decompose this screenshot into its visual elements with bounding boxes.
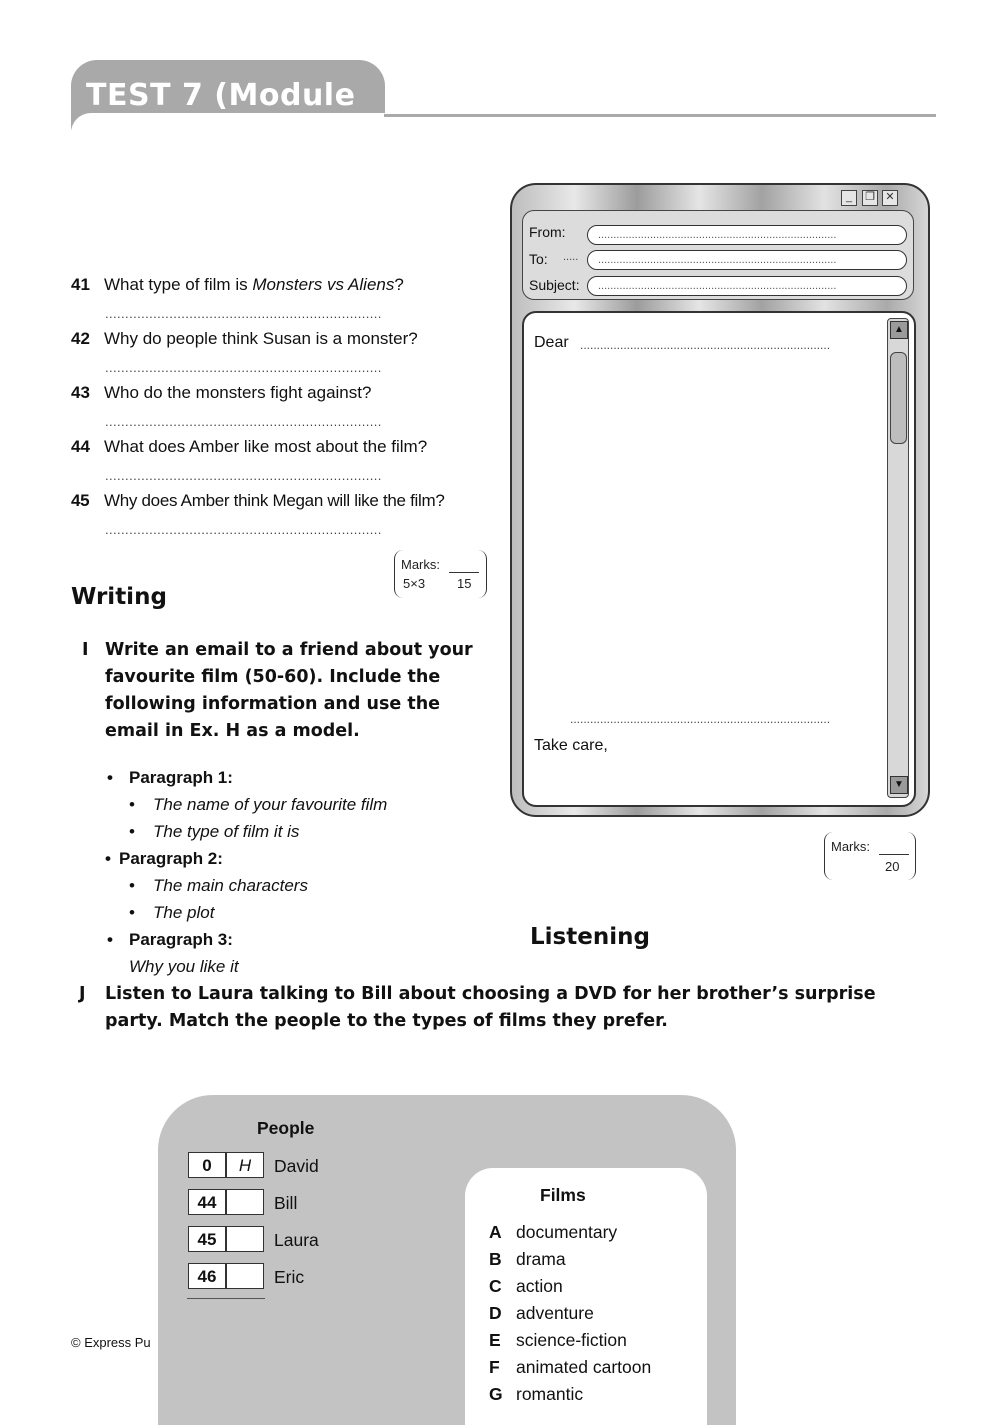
dear-name-line[interactable]: ........................................................................... [580, 338, 831, 352]
header-tab-curve [71, 113, 391, 133]
paragraph-1-label: Paragraph 1: [129, 768, 233, 787]
answer-line-41[interactable]: ..................................................................... [105, 306, 382, 321]
question-number: 44 [71, 437, 90, 456]
film-option [489, 1249, 566, 1270]
person-name: David [274, 1156, 319, 1176]
take-care-text: Take care, [534, 737, 608, 754]
to-field[interactable]: .............................................................................. [587, 250, 907, 270]
task-letter: J [79, 984, 86, 1004]
people-underline [187, 1298, 265, 1299]
answer-box[interactable] [226, 1189, 264, 1215]
film-name: adventure [516, 1303, 594, 1323]
closing-line[interactable]: .............................................................................. [570, 712, 831, 726]
film-letter: C [489, 1276, 502, 1296]
answer-box[interactable] [226, 1263, 264, 1289]
film-name: science-fiction [516, 1330, 627, 1350]
film-name: documentary [516, 1222, 618, 1242]
listening-heading: Listening [530, 924, 650, 950]
restore-icon[interactable]: ❐ [862, 190, 878, 206]
paragraph-2-item: The main characters [153, 876, 308, 895]
writing-heading: Writing [71, 584, 167, 610]
scroll-thumb[interactable] [890, 352, 907, 444]
marks-score-line[interactable] [449, 572, 479, 573]
film-option [489, 1384, 583, 1405]
film-name: action [516, 1276, 563, 1296]
page-title: TEST 7 (Module [86, 78, 356, 113]
marks-factor: 5×3 [403, 576, 426, 591]
minimize-icon[interactable]: _ [841, 190, 857, 206]
task-instruction: Write an email to a friend about your favourite film (50-60). Include the following information and use the email in Ex. H as a model. [105, 640, 473, 741]
person-name: Eric [274, 1267, 305, 1287]
paragraph-3-text: Why you like it [129, 957, 239, 976]
film-option [489, 1303, 594, 1324]
marks-label: Marks: [831, 839, 870, 854]
question-text: What does Amber like most about the film? [104, 437, 428, 456]
answer-box[interactable] [226, 1226, 264, 1252]
bullet: • [105, 849, 111, 868]
paragraph-2-label: Paragraph 2: [119, 849, 223, 868]
film-option [489, 1276, 563, 1297]
task-instruction: Listen to Laura talking to Bill about choosing a DVD for her brother’s surprise party. Match the people to the types of films they prefer. [105, 984, 876, 1031]
question-mark: ? [394, 275, 404, 294]
question-number: 41 [71, 275, 90, 294]
task-letter: I [82, 640, 89, 660]
marks-label: Marks: [401, 557, 440, 572]
answer-line-45[interactable]: ..................................................................... [105, 522, 382, 537]
film-option [489, 1330, 627, 1351]
film-letter: F [489, 1357, 500, 1377]
marks-box-writing [824, 832, 916, 880]
close-icon[interactable]: ✕ [882, 190, 898, 206]
people-number: 46 [188, 1263, 226, 1289]
film-title: Monsters vs Aliens [252, 275, 395, 294]
film-letter: A [489, 1222, 502, 1242]
copyright-text: © Express Pu [71, 1335, 151, 1350]
film-option [489, 1222, 617, 1243]
from-field[interactable]: .............................................................................. [587, 225, 907, 245]
from-label: From: [529, 224, 566, 240]
question-text: What type of film is [104, 275, 253, 294]
marks-score-line[interactable] [879, 854, 909, 855]
answer-line-44[interactable]: ..................................................................... [105, 468, 382, 483]
subject-field[interactable]: .............................................................................. [587, 276, 907, 296]
question-44 [71, 437, 427, 457]
film-letter: E [489, 1330, 501, 1350]
film-letter: G [489, 1384, 503, 1404]
question-43 [71, 383, 371, 403]
question-text: Why do people think Susan is a monster? [104, 329, 418, 348]
bullet: • [129, 903, 135, 922]
bullet: • [129, 876, 135, 895]
bullet: • [129, 795, 135, 814]
listening-task [79, 981, 919, 1035]
to-label: To: [529, 251, 548, 267]
people-number: 44 [188, 1189, 226, 1215]
answer-line-42[interactable]: ..................................................................... [105, 360, 382, 375]
marks-box-reading [394, 550, 487, 598]
bullet: • [129, 822, 135, 841]
people-number: 45 [188, 1226, 226, 1252]
question-number: 45 [71, 491, 90, 510]
people-number: 0 [188, 1152, 226, 1178]
film-name: romantic [516, 1384, 584, 1404]
question-number: 43 [71, 383, 90, 402]
paragraph-2-item: The plot [153, 903, 215, 922]
bullet: • [107, 930, 113, 949]
dear-text: Dear [534, 334, 569, 351]
to-lead-dots: ..... [563, 251, 579, 263]
writing-task [82, 637, 482, 745]
header-rule [384, 114, 936, 117]
scroll-down-icon[interactable]: ▼ [890, 776, 908, 794]
subject-label: Subject: [529, 277, 580, 293]
question-number: 42 [71, 329, 90, 348]
answer-box[interactable]: H [226, 1152, 264, 1178]
film-name: drama [516, 1249, 566, 1269]
person-name: Laura [274, 1230, 319, 1250]
answer-line-43[interactable]: ..................................................................... [105, 414, 382, 429]
film-option [489, 1357, 651, 1378]
question-45 [71, 491, 445, 511]
person-name: Bill [274, 1193, 298, 1213]
marks-total: 20 [885, 859, 900, 874]
paragraph-1-item: The name of your favourite film [153, 795, 388, 814]
paragraph-3-label: Paragraph 3: [129, 930, 233, 949]
bullet: • [107, 768, 113, 787]
film-letter: B [489, 1249, 502, 1269]
film-letter: D [489, 1303, 502, 1323]
paragraph-1-item: The type of film it is [153, 822, 300, 841]
marks-total: 15 [457, 576, 472, 591]
films-heading: Films [540, 1185, 586, 1205]
question-42 [71, 329, 418, 349]
film-name: animated cartoon [516, 1357, 652, 1377]
question-text: Who do the monsters fight against? [104, 383, 372, 402]
question-text: Why does Amber think Megan will like the film? [104, 491, 445, 510]
scroll-up-icon[interactable]: ▲ [890, 321, 908, 339]
email-body[interactable] [522, 311, 916, 807]
people-heading: People [257, 1118, 315, 1138]
question-41 [71, 275, 404, 295]
